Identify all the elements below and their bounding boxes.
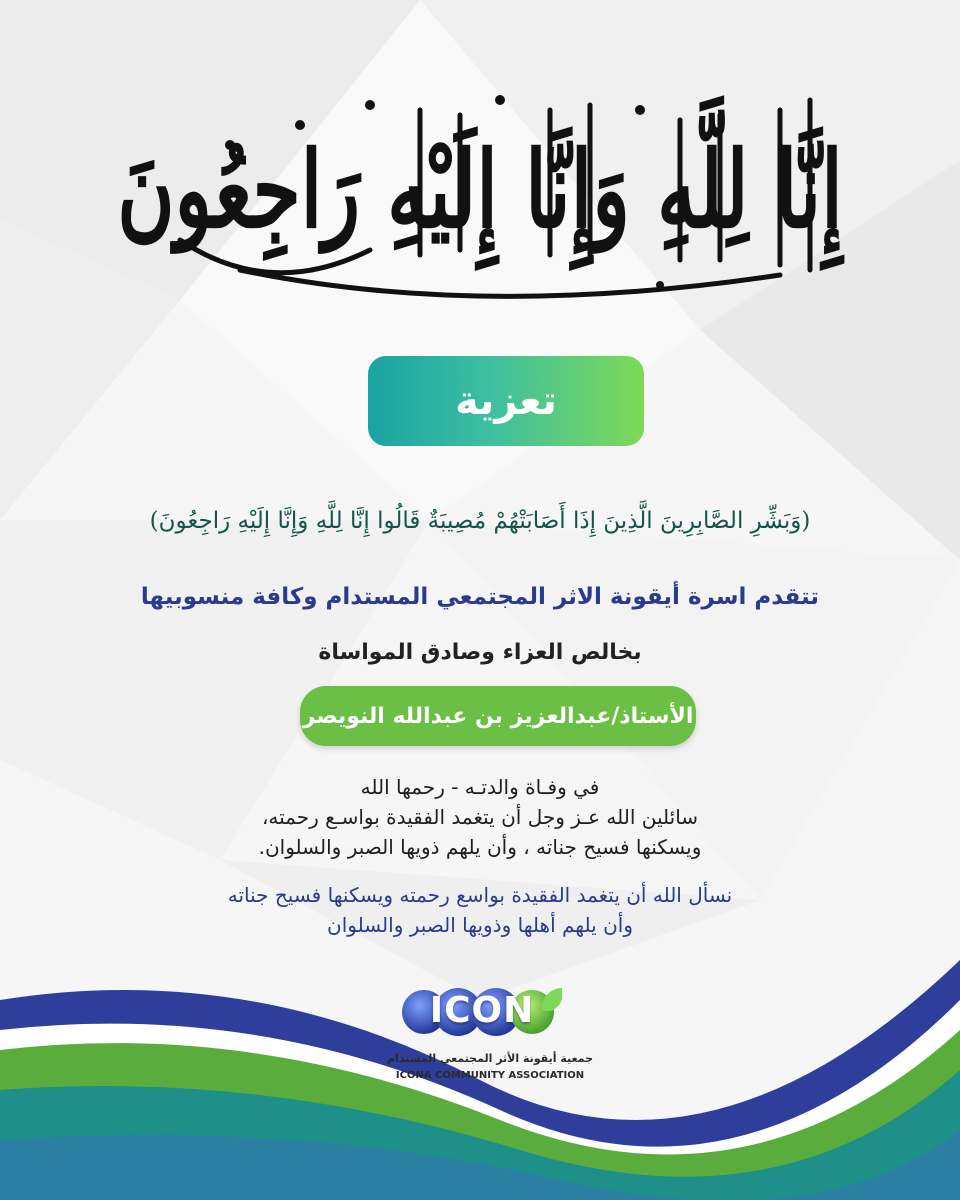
body-line: في وفـاة والدتـه - رحمها الله xyxy=(360,775,600,799)
calligraphy-title xyxy=(117,70,843,310)
logo-wordmark: ICON xyxy=(429,989,535,1031)
quran-verse: (وَبَشِّرِ الصَّابِرِينَ الَّذِينَ إِذَا أَصَابَتْهُمْ مُصِيبَةٌ قَالُوا إِنَّا لِلَّهِ وَإِنَّا إِلَيْهِ رَاجِعُونَ) xyxy=(149,508,811,534)
prayer-line: وأن يلهم أهلها وذويها الصبر والسلوان xyxy=(327,913,633,937)
logo-english-name: ICONA COMMUNITY ASSOCIATION xyxy=(395,1070,585,1081)
sincere-condolence-line: بخالص العزاء وصادق المواساة xyxy=(318,640,642,665)
body-line: سائلين الله عـز وجل أن يتغمد الفقيدة بواسـع رحمته، xyxy=(261,805,699,829)
condolence-badge: تعزية xyxy=(368,356,644,446)
icon-logo xyxy=(380,972,600,1092)
offer-line: تتقدم اسرة أيقونة الاثر المجتمعي المستدام وكافة منسوبيها xyxy=(140,584,820,610)
prayer-text xyxy=(120,880,840,940)
condolence-body xyxy=(120,772,840,862)
body-line: ويسكنها فسيح جناته ، وأن يلهم ذويها الصبر والسلوان. xyxy=(258,835,702,859)
recipient-name-badge: الأستاذ/عبدالعزيز بن عبدالله النويصر xyxy=(300,686,696,746)
calligraphy-text: إِنَّا لِلَّهِ وَإِنَّا إِلَيْهِ رَاجِعُونَ xyxy=(117,128,843,252)
prayer-line: نسأل الله أن يتغمد الفقيدة بواسع رحمته ويسكنها فسيح جناته xyxy=(227,883,733,907)
logo-arabic-name: جمعية أيقونة الأثر المجتمعي المستدام xyxy=(387,1052,593,1065)
